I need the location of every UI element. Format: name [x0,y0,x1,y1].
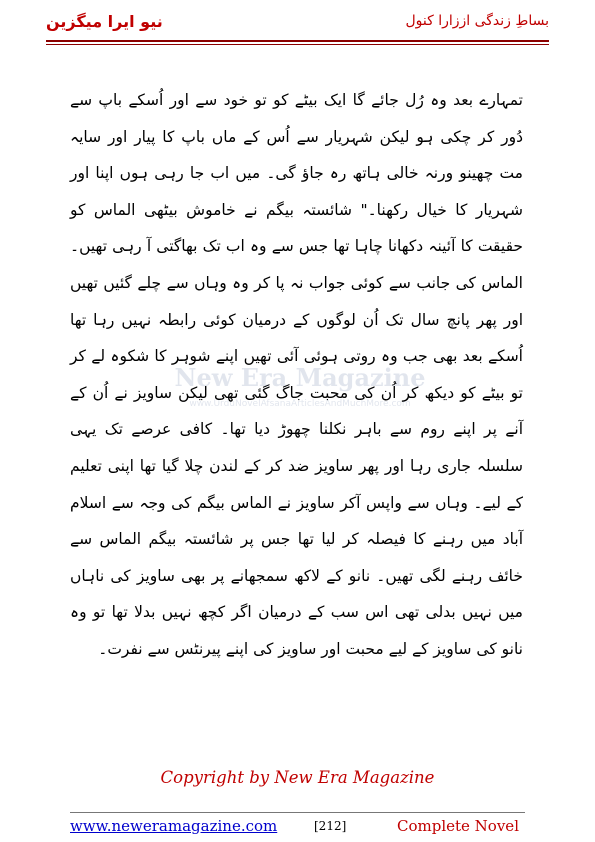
body-paragraph: تمہارے بعد وہ رُل جائے گا ایک بیٹے کو تو خود سے اور اُسکے باپ سے دُور کر چکی ہو لیکن شہریار سے اُس کے ماں باپ کا پیار اور سایہ مت چھینو ورنہ خالی ہاتھ رہ جاؤ گی۔ میں اب جا رہی ہوں اپنا اور شہریار کا خیال رکھنا۔" شائستہ بیگم نے خاموش بیٹھی الماس کو حقیقت کا آئینہ دکھانا چاہا تھا جس سے وہ اب تک بھاگتی آ رہی تھیں۔ الماس کی جانب سے کوئی جواب نہ پا کر وہ وہاں سے چلے گئیں تھیں اور پھر پانچ سال تک اُن لوگوں کے درمیان کوئی رابطہ نہیں رہا تھا اُسکے بعد بھی جب وہ روتی ہوئی آئی تھیں اپنے شوہر کا شکوہ لے کر تو بیٹے کو دیکھ کر اُن کی محبت جاگ گئی تھی لیکن ساویز نے اُن کے آنے پر اپنے روم سے باہر نکلنا چھوڑ دیا تھا۔ کافی عرصے تک یہی سلسلہ جاری رہا اور پھر ساویز ضد کر کے لندن چلا گیا تھا اپنی تعلیم کے لیے۔ وہاں سے واپس آکر ساویز نے الماس بیگم کی وجہ سے اسلام آباد میں رہنے کا فیصلہ کر لیا تھا جس پر شائستہ بیگم الماس سے خائف رہنے لگی تھیں۔ نانو کے لاکھ سمجھانے پر بھی ساویز کی ناہاں میں نہیں بدلی تھی اس سب کے درمیان اگر کچھ نہیں بدلا تھا تو وہ نانو کی ساویز کے لیے محبت اور ساویز کی اپنے پیرنٹس سے نفرت۔ [70,91,523,658]
page-footer [70,817,525,837]
novel-title: بساطِ زندگی اززارا کنول [405,13,549,29]
body-text [70,82,523,668]
copyright-text: Copyright by New Era Magazine [160,768,435,787]
page-header [46,4,549,38]
page-number: [212] [314,819,347,833]
header-rule [46,40,549,42]
footer-rule [70,812,525,813]
watermark-url: www.UrduNovelAfsanaArticlesAndMuchMore.com [189,399,411,409]
magazine-url-link[interactable]: www.neweramagazine.com [70,817,278,835]
header-rule-secondary [46,44,549,45]
watermark-title: New Era Magazine [174,363,426,392]
novel-type-label: Complete Novel [397,817,519,835]
magazine-name: نیو ایرا میگزین [46,11,163,31]
